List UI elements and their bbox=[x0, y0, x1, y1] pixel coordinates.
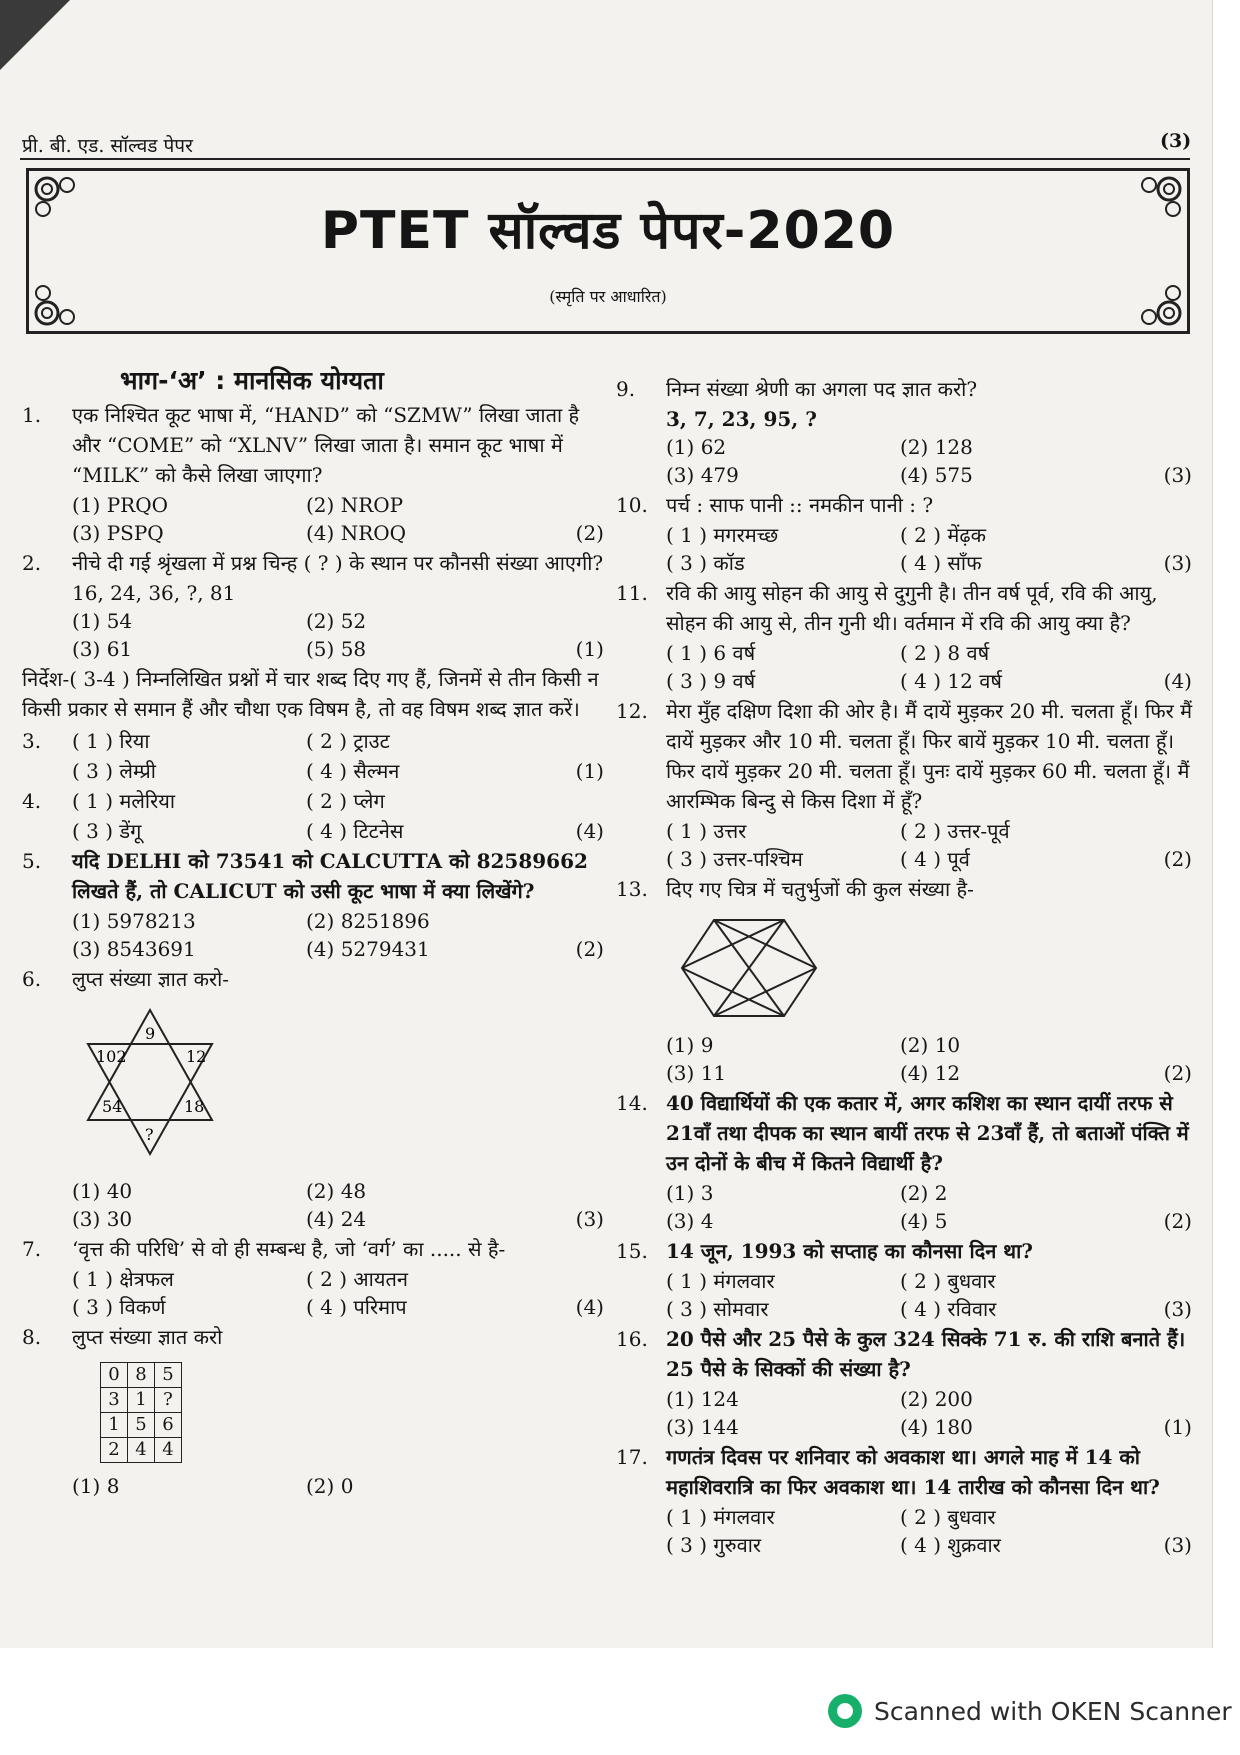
option-2: ( 2 ) बुधवार bbox=[900, 1269, 996, 1293]
question-number: 15. bbox=[616, 1239, 648, 1263]
option-4: (4) 5279431 bbox=[306, 937, 430, 961]
question-4 bbox=[22, 786, 612, 844]
grid-cell: 5 bbox=[155, 1363, 182, 1388]
option-4: (4) 575 bbox=[900, 463, 973, 487]
option-2: ( 2 ) आयतन bbox=[306, 1267, 408, 1291]
option-1: ( 1 ) रिया bbox=[72, 729, 150, 753]
question-2 bbox=[22, 548, 612, 662]
running-header: प्री. बी. एड. सॉल्वड पेपर bbox=[22, 135, 193, 157]
direction-note: निर्देश-( 3-4 ) निम्नलिखित प्रश्नों में चार शब्द दिए गए हैं, जिनमें से तीन किसी न किसी प्रकार से समान हैं और चौथा एक विषम है, तो वह विषम शब्द ज्ञात करें। bbox=[22, 667, 599, 721]
grid-cell: 0 bbox=[101, 1363, 128, 1388]
answer-key: (3) bbox=[1163, 1297, 1192, 1321]
grid-cell: ? bbox=[155, 1388, 182, 1413]
option-2: ( 2 ) बुधवार bbox=[900, 1505, 996, 1529]
grid-cell: 5 bbox=[128, 1413, 155, 1438]
question-number: 7. bbox=[22, 1237, 42, 1261]
question-text: एक निश्चित कूट भाषा में, “HAND” को “SZMW” लिखा जाता है और “COME” को “XLNV” लिखा जाता है। समान कूट भाषा में “MILK” को कैसे लिखा जाएगा? bbox=[72, 403, 580, 487]
grid-cell: 4 bbox=[128, 1438, 155, 1463]
answer-key: (2) bbox=[1163, 1209, 1192, 1233]
option-2: ( 2 ) मेंढ़क bbox=[900, 523, 986, 547]
option-4: ( 4 ) पूर्व bbox=[900, 847, 970, 871]
grid-cell: 2 bbox=[101, 1438, 128, 1463]
question-number: 6. bbox=[22, 967, 42, 991]
question-number: 1. bbox=[22, 403, 42, 427]
answer-key: (4) bbox=[1163, 669, 1192, 693]
grid-cell: 8 bbox=[128, 1363, 155, 1388]
answer-key: (2) bbox=[575, 937, 604, 961]
option-2: (2) 48 bbox=[306, 1179, 367, 1203]
question-number: 2. bbox=[22, 551, 42, 575]
grid-row bbox=[101, 1413, 182, 1438]
option-4: (4) NROQ bbox=[306, 521, 407, 545]
grid-row bbox=[101, 1438, 182, 1463]
star-lower-right-number: 18 bbox=[184, 1097, 205, 1116]
question-number: 3. bbox=[22, 729, 42, 753]
option-4: ( 4 ) सैल्मन bbox=[306, 759, 400, 783]
left-column bbox=[22, 366, 612, 1499]
option-4: (5) 58 bbox=[306, 637, 367, 661]
oken-scanner-logo-icon bbox=[828, 1694, 862, 1728]
answer-key: (1) bbox=[575, 637, 604, 661]
question-12 bbox=[616, 696, 1200, 872]
option-1: ( 1 ) क्षेत्रफल bbox=[72, 1267, 174, 1291]
answer-key: (2) bbox=[575, 521, 604, 545]
question-15 bbox=[616, 1236, 1200, 1322]
grid-row bbox=[101, 1363, 182, 1388]
option-4: ( 4 ) सॉंफ bbox=[900, 551, 982, 575]
option-1: ( 1 ) मगरमच्छ bbox=[666, 523, 779, 547]
answer-key: (1) bbox=[575, 759, 604, 783]
option-2: (2) 200 bbox=[900, 1387, 973, 1411]
option-1: ( 1 ) उत्तर bbox=[666, 819, 747, 843]
star-of-david-figure bbox=[82, 1002, 252, 1162]
option-1: ( 1 ) मलेरिया bbox=[72, 789, 176, 813]
option-4: (4) 24 bbox=[306, 1207, 367, 1231]
option-1: ( 1 ) मंगलवार bbox=[666, 1505, 775, 1529]
question-number: 14. bbox=[616, 1091, 648, 1115]
question-text: गणतंत्र दिवस पर शनिवार को अवकाश था। अगले माह में 14 को महाशिवरात्रि का फिर अवकाश था। 14 तारीख को कौनसा दिन था? bbox=[666, 1445, 1160, 1499]
option-4: (4) 12 bbox=[900, 1061, 961, 1085]
option-2: (2) NROP bbox=[306, 493, 404, 517]
question-7 bbox=[22, 1234, 612, 1320]
option-3: (3) 30 bbox=[72, 1207, 133, 1231]
header-rule bbox=[20, 158, 1190, 160]
option-4: (4) 5 bbox=[900, 1209, 948, 1233]
question-text: ‘वृत्त की परिधि’ से वो ही सम्बन्ध है, जो ‘वर्ग’ का ..... से है- bbox=[72, 1237, 506, 1261]
question-6 bbox=[22, 964, 612, 1232]
scan-shadow-corner bbox=[0, 0, 70, 70]
title-banner bbox=[26, 168, 1190, 334]
option-1: ( 1 ) मंगलवार bbox=[666, 1269, 775, 1293]
option-2: ( 2 ) उत्तर-पूर्व bbox=[900, 819, 1010, 843]
option-3: (3) 61 bbox=[72, 637, 133, 661]
question-number: 17. bbox=[616, 1445, 648, 1469]
question-14 bbox=[616, 1088, 1200, 1234]
option-3: ( 3 ) लेम्प्री bbox=[72, 759, 156, 783]
number-grid bbox=[100, 1362, 182, 1463]
question-number: 16. bbox=[616, 1327, 648, 1351]
scanner-watermark-text: Scanned with OKEN Scanner bbox=[874, 1696, 1232, 1726]
option-4: ( 4 ) शुक्रवार bbox=[900, 1533, 1001, 1557]
number-series: 3, 7, 23, 95, ? bbox=[666, 407, 817, 431]
option-1: (1) 124 bbox=[666, 1387, 739, 1411]
option-3: (3) 11 bbox=[666, 1061, 727, 1085]
answer-key: (2) bbox=[1163, 847, 1192, 871]
option-1: (1) 5978213 bbox=[72, 909, 196, 933]
option-3: ( 3 ) 9 वर्ष bbox=[666, 669, 756, 693]
grid-cell: 1 bbox=[128, 1388, 155, 1413]
question-text: मेरा मुँह दक्षिण दिशा की ओर है। मैं दायें मुड़कर 20 मी. चलता हूँ। फिर मैं दायें मुड़कर और 10 मी. चलता हूँ। फिर बायें मुड़कर 10 मी. चलता हूँ। फिर दायें मुड़कर 20 मी. चलता हूँ। पुनः दायें मुड़कर 60 मी. चलता हूँ। मैं आरम्भिक बिन्दु से किस दिशा में हूँ? bbox=[666, 699, 1193, 813]
grid-cell: 1 bbox=[101, 1413, 128, 1438]
answer-key: (1) bbox=[1163, 1415, 1192, 1439]
star-bottom-number: ? bbox=[145, 1125, 154, 1144]
scanner-watermark bbox=[828, 1694, 1232, 1728]
question-text: यदि DELHI को 73541 को CALCUTTA को 82589662 लिखते हैं, तो CALICUT को उसी कूट भाषा में क्या लिखेंगे? bbox=[72, 849, 588, 903]
question-5 bbox=[22, 846, 612, 962]
option-2: ( 2 ) ट्राउट bbox=[306, 729, 390, 753]
question-16 bbox=[616, 1324, 1200, 1440]
answer-key: (3) bbox=[1163, 1533, 1192, 1557]
option-2: (2) 8251896 bbox=[306, 909, 430, 933]
question-text: दिए गए चित्र में चतुर्भुजों की कुल संख्या है- bbox=[666, 877, 974, 901]
answer-key: (3) bbox=[1163, 463, 1192, 487]
option-1: (1) 8 bbox=[72, 1474, 120, 1498]
question-text: लुप्त संख्या ज्ञात करो- bbox=[72, 967, 230, 991]
paper-title: PTET सॉल्वड पेपर-2020 bbox=[320, 201, 896, 261]
question-number: 12. bbox=[616, 699, 648, 723]
star-upper-left-number: 102 bbox=[96, 1047, 127, 1066]
option-3: ( 3 ) कॉड bbox=[666, 551, 745, 575]
grid-cell: 3 bbox=[101, 1388, 128, 1413]
section-title: भाग-‘अ’ : मानसिक योग्यता bbox=[120, 366, 384, 395]
star-top-number: 9 bbox=[145, 1024, 156, 1043]
option-1: (1) 3 bbox=[666, 1181, 714, 1205]
question-text: 14 जून, 1993 को सप्ताह का कौनसा दिन था? bbox=[666, 1239, 1033, 1263]
option-3: (3) PSPQ bbox=[72, 521, 164, 545]
option-3: (3) 4 bbox=[666, 1209, 714, 1233]
question-text: पर्च : साफ पानी :: नमकीन पानी : ? bbox=[666, 493, 934, 517]
grid-cell: 6 bbox=[155, 1413, 182, 1438]
option-3: (3) 479 bbox=[666, 463, 739, 487]
hexagon-figure bbox=[676, 912, 826, 1024]
option-2: (2) 10 bbox=[900, 1033, 961, 1057]
option-1: (1) 62 bbox=[666, 435, 727, 459]
option-4: ( 4 ) 12 वर्ष bbox=[900, 669, 1002, 693]
question-text: 40 विद्यार्थियों की एक कतार में, अगर कशिश का स्थान दायीं तरफ से 21वाँ तथा दीपक का स्थान बायीं तरफ से 23वाँ हैं, तो बताओं पंक्ति में उन दोनों के बीच में कितने विद्यार्थी है? bbox=[666, 1091, 1189, 1175]
question-text: 20 पैसे और 25 पैसे के कुल 324 सिक्के 71 रु. की राशि बनाते हैं। 25 पैसे के सिक्कों की संख्या है? bbox=[666, 1327, 1186, 1381]
question-text: रवि की आयु सोहन की आयु से दुगुनी है। तीन वर्ष पूर्व, रवि की आयु, सोहन की आयु से, तीन गुनी थी। वर्तमान में रवि की आयु क्या है? bbox=[666, 581, 1158, 635]
question-number: 4. bbox=[22, 789, 42, 813]
option-1: ( 1 ) 6 वर्ष bbox=[666, 641, 756, 665]
option-1: (1) 9 bbox=[666, 1033, 714, 1057]
question-17 bbox=[616, 1442, 1200, 1558]
number-series: 16, 24, 36, ?, 81 bbox=[72, 581, 236, 605]
question-text: लुप्त संख्या ज्ञात करो bbox=[72, 1325, 223, 1349]
answer-key: (2) bbox=[1163, 1061, 1192, 1085]
option-2: (2) 2 bbox=[900, 1181, 948, 1205]
question-3 bbox=[22, 726, 612, 784]
page-number: (3) bbox=[1160, 130, 1192, 152]
answer-key: (4) bbox=[575, 1295, 604, 1319]
option-4: ( 4 ) परिमाप bbox=[306, 1295, 407, 1319]
question-13 bbox=[616, 874, 1200, 1086]
question-1 bbox=[22, 400, 612, 546]
answer-key: (4) bbox=[575, 819, 604, 843]
star-upper-right-number: 12 bbox=[186, 1047, 207, 1066]
option-3: ( 3 ) गुरुवार bbox=[666, 1533, 762, 1557]
option-3: ( 3 ) उत्तर-पश्चिम bbox=[666, 847, 803, 871]
option-1: (1) 40 bbox=[72, 1179, 133, 1203]
question-10 bbox=[616, 490, 1200, 576]
question-number: 8. bbox=[22, 1325, 42, 1349]
question-number: 9. bbox=[616, 377, 636, 401]
question-number: 11. bbox=[616, 581, 648, 605]
option-3: ( 3 ) सोमवार bbox=[666, 1297, 769, 1321]
question-number: 5. bbox=[22, 849, 42, 873]
question-number: 10. bbox=[616, 493, 648, 517]
option-2: ( 2 ) 8 वर्ष bbox=[900, 641, 990, 665]
option-4: ( 4 ) टिटनेस bbox=[306, 819, 404, 843]
grid-row bbox=[101, 1388, 182, 1413]
option-3: (3) 8543691 bbox=[72, 937, 196, 961]
paper-subtitle: (स्मृति पर आधारित) bbox=[549, 287, 667, 306]
answer-key: (3) bbox=[575, 1207, 604, 1231]
option-3: ( 3 ) विकर्ण bbox=[72, 1295, 166, 1319]
option-1: (1) PRQO bbox=[72, 493, 168, 517]
answer-key: (3) bbox=[1163, 551, 1192, 575]
question-8 bbox=[22, 1322, 612, 1499]
question-text: नीचे दी गई श्रृंखला में प्रश्न चिन्ह ( ? ) के स्थान पर कौनसी संख्या आएगी? bbox=[72, 551, 604, 575]
option-4: (4) 180 bbox=[900, 1415, 973, 1439]
option-4: ( 4 ) रविवार bbox=[900, 1297, 997, 1321]
option-3: (3) 144 bbox=[666, 1415, 739, 1439]
question-text: निम्न संख्या श्रेणी का अगला पद ज्ञात करो? bbox=[666, 377, 978, 401]
option-1: (1) 54 bbox=[72, 609, 133, 633]
star-lower-left-number: 54 bbox=[102, 1097, 123, 1116]
right-column bbox=[616, 372, 1200, 1558]
question-number: 13. bbox=[616, 877, 648, 901]
grid-cell: 4 bbox=[155, 1438, 182, 1463]
option-2: (2) 0 bbox=[306, 1474, 354, 1498]
option-3: ( 3 ) डेंगू bbox=[72, 819, 142, 843]
question-9 bbox=[616, 374, 1200, 488]
option-2: (2) 52 bbox=[306, 609, 367, 633]
question-11 bbox=[616, 578, 1200, 694]
option-2: (2) 128 bbox=[900, 435, 973, 459]
option-2: ( 2 ) प्लेग bbox=[306, 789, 385, 813]
